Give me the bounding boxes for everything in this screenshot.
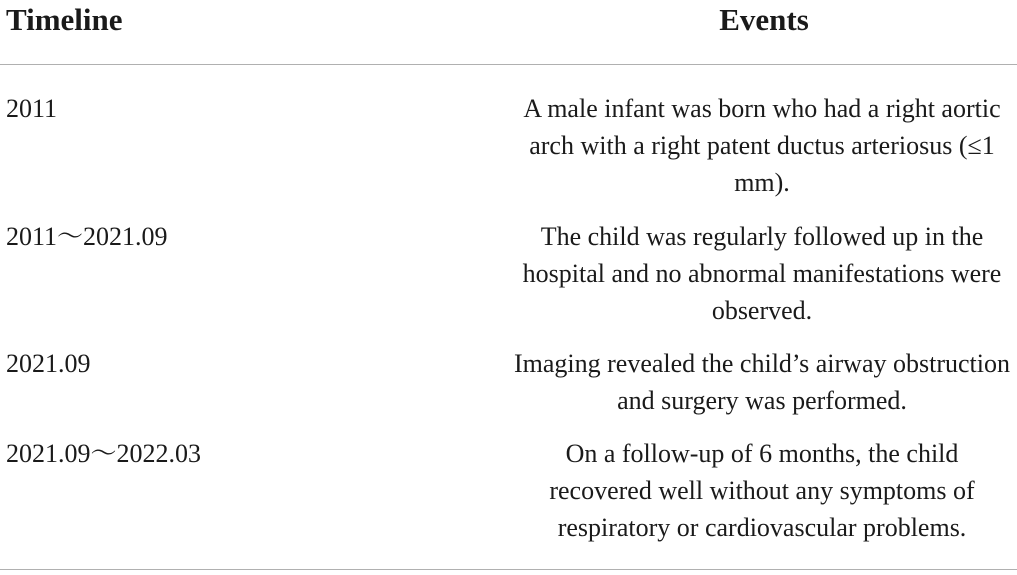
timeline-cell: 2021.09～2022.03	[6, 439, 202, 468]
timeline-cell: 2011～2021.09	[6, 222, 168, 251]
timeline-column-header: Timeline	[6, 2, 123, 37]
events-column-header: Events	[719, 2, 809, 37]
timeline-cell: 2021.09	[6, 349, 91, 378]
event-cell: Imaging revealed the child’s airway obstruction and surgery was performed.	[513, 349, 1010, 415]
event-cell: A male infant was born who had a right aortic arch with a right patent ductus arteriosus (≤1 mm).	[523, 94, 1001, 197]
event-cell: On a follow-up of 6 months, the child recovered well without any symptoms of respiratory or cardiovascular problems.	[549, 439, 975, 542]
header-divider	[0, 64, 1017, 65]
event-cell: The child was regularly followed up in the hospital and no abnormal manifestations were observed.	[522, 222, 1002, 325]
table-header	[0, 0, 1017, 64]
table-bottom-rule	[0, 569, 1017, 570]
timeline-cell: 2011	[6, 94, 58, 123]
